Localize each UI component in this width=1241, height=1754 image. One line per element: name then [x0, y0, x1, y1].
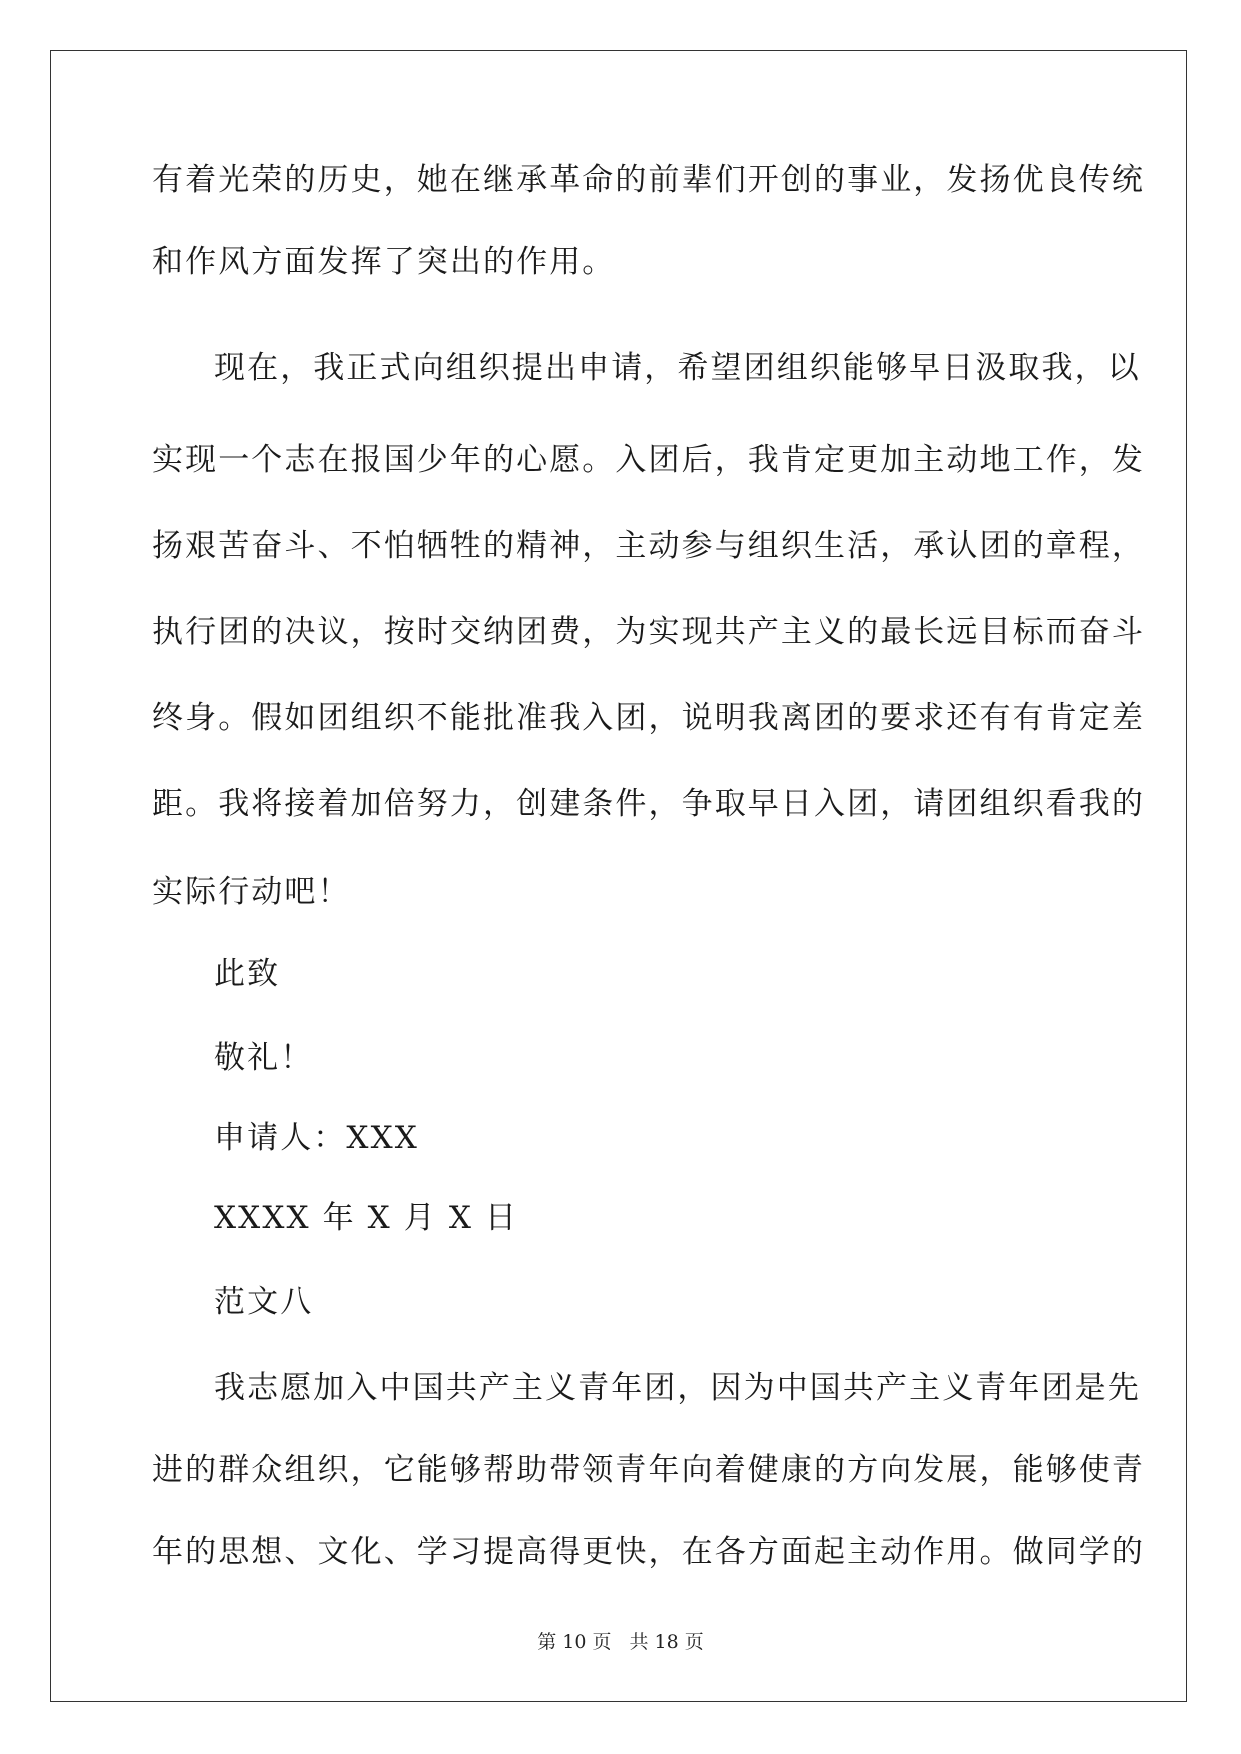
date-line: XXXX 年 X 月 X 日 [214, 1200, 519, 1236]
page-number-total: 共 18 页 [629, 1631, 704, 1653]
salutation-line: 此致 [214, 956, 281, 992]
page-footer [0, 1627, 1241, 1654]
text-line: 我志愿加入中国共产主义青年团，因为中国共产主义青年团是先 [214, 1370, 1141, 1406]
text-line: 扬艰苦奋斗、不怕牺牲的精神，主动参与组织生活，承认团的章程， [152, 528, 1145, 564]
text-line: 年的思想、文化、学习提高得更快，在各方面起主动作用。做同学的 [152, 1534, 1145, 1570]
applicant-line: 申请人：XXX [214, 1120, 419, 1156]
text-line: 终身。假如团组织不能批准我入团，说明我离团的要求还有有肯定差 [152, 700, 1145, 736]
closing-line: 敬礼！ [214, 1040, 314, 1076]
text-line: 现在，我正式向组织提出申请，希望团组织能够早日汲取我，以 [214, 350, 1141, 386]
text-line: 实际行动吧！ [152, 874, 351, 910]
text-line: 执行团的决议，按时交纳团费，为实现共产主义的最长远目标而奋斗 [152, 614, 1145, 650]
text-line: 和作风方面发挥了突出的作用。 [152, 244, 616, 280]
page-number-current: 第 10 页 [537, 1631, 612, 1653]
text-line: 进的群众组织，它能够帮助带领青年向着健康的方向发展，能够使青 [152, 1452, 1145, 1488]
section-heading: 范文八 [214, 1284, 314, 1320]
text-line: 距。我将接着加倍努力，创建条件，争取早日入团，请团组织看我的 [152, 786, 1145, 822]
text-line: 有着光荣的历史，她在继承革命的前辈们开创的事业，发扬优良传统 [152, 162, 1145, 198]
text-line: 实现一个志在报国少年的心愿。入团后，我肯定更加主动地工作，发 [152, 442, 1145, 478]
